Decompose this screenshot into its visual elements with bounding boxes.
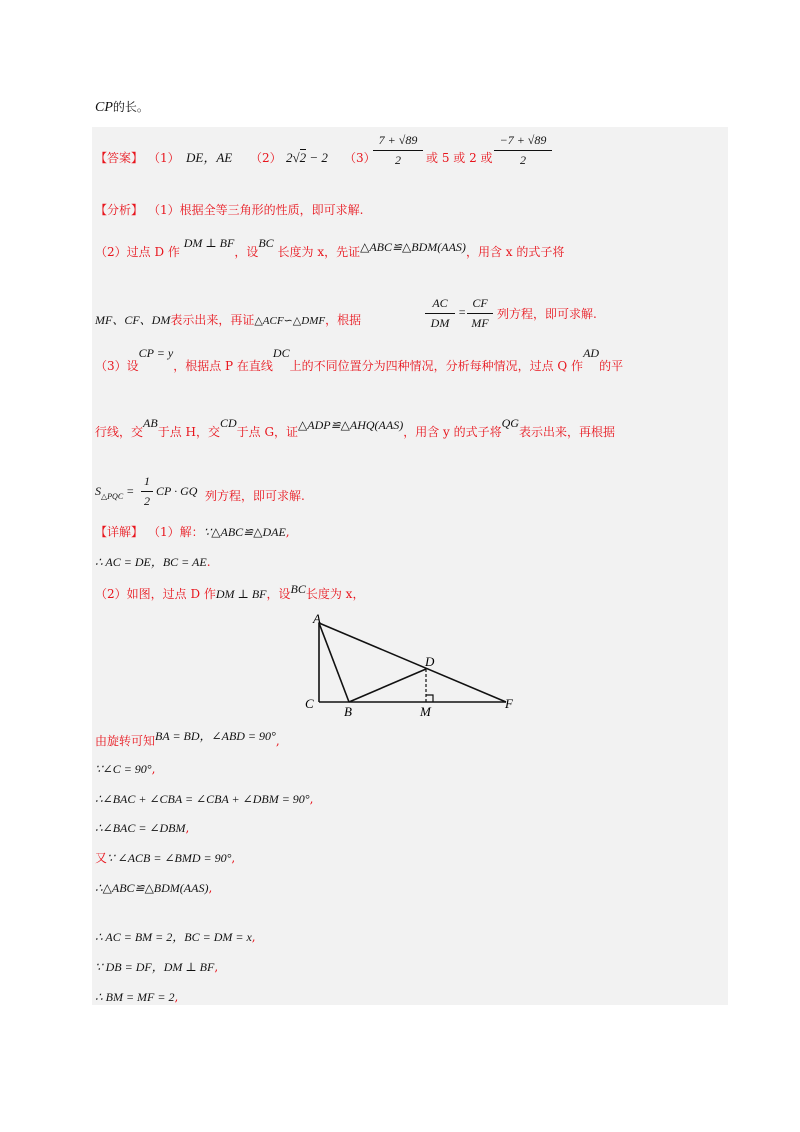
- answer-label: 【答案】: [95, 151, 144, 165]
- detail-line-8-math: ∵ ∠ACB = ∠BMD = 90°: [107, 851, 232, 865]
- detail-line-7-punct: ,: [185, 821, 190, 835]
- intro-line: [95, 98, 149, 115]
- detail-line-6: [95, 793, 313, 805]
- detail-line-12-punct: ,: [174, 990, 179, 1004]
- detail-line-4-text: 由旋转可知: [95, 734, 156, 748]
- vertex-m-label: M: [420, 704, 431, 718]
- analysis-line-2-math-c: △ABC≌△BDM(AAS): [360, 240, 466, 254]
- half-num: 1: [141, 474, 153, 492]
- answer-part1: （1）: [148, 151, 180, 165]
- analysis-line-4-text-b: ，根据点 P 在直线: [173, 359, 273, 373]
- analysis-line-5-math-d: QG: [501, 416, 519, 430]
- vertex-d-label: D: [425, 654, 435, 669]
- answer-part2-expr: [286, 151, 328, 164]
- analysis-label: 【分析】: [95, 203, 144, 217]
- analysis-line-2-math-b: BC: [258, 236, 274, 250]
- detail-line-9-punct: ,: [208, 881, 213, 895]
- detail-line-12: [95, 991, 178, 1003]
- answer-part3: （3）: [344, 151, 376, 165]
- analysis-line-3-text-b: ，根据: [325, 313, 362, 327]
- detail-line-7-math: ∴∠BAC = ∠DBM: [95, 821, 186, 835]
- area-equals: =: [126, 484, 135, 498]
- analysis-line-2-text-a: （2）过点 D 作: [95, 245, 180, 259]
- detail-line-9-math: ∴△ABC≌△BDM(AAS): [95, 881, 209, 895]
- intro-cp: CP: [95, 100, 113, 115]
- detail-line-3-math-a: DM ⊥ BF: [215, 587, 267, 601]
- detail-line-8-text: 又: [95, 851, 108, 865]
- analysis-line-2: [95, 236, 565, 259]
- detail-line-2-math: ∴ AC = DE，BC = AE: [95, 555, 207, 569]
- detail-line-2-punct: .: [206, 555, 211, 569]
- answer-part2-coef: 2: [286, 150, 293, 165]
- analysis-line-1: （1）根据全等三角形的性质，即可求解.: [148, 203, 364, 217]
- analysis-line-5-math-b: CD: [219, 416, 237, 430]
- detail-line-1-text: （1）解：: [148, 525, 204, 539]
- answer-fraction-1-den: 2: [395, 153, 401, 167]
- segment-bd: [349, 669, 426, 702]
- analysis-line-5-text-c: 于点 G，证: [236, 425, 299, 439]
- detail-line-3-text-a: （2）如图，过点 D 作: [95, 587, 216, 601]
- detail-line-8: [95, 852, 235, 864]
- detail-line-3-math-b: BC: [290, 582, 306, 596]
- detail-line-10: [95, 931, 256, 943]
- answer-part2-radicand: 2: [299, 150, 307, 165]
- analysis-line-3-text-a: 表示出来，再证: [170, 313, 255, 327]
- analysis-line-3-math-a: MF、CF、DM: [95, 313, 171, 327]
- detail-line-7: [95, 822, 189, 834]
- detail-line-11: [95, 961, 218, 973]
- fraction-cf: CF: [467, 296, 493, 314]
- answer-fraction-1-num: 7 + √89: [373, 133, 423, 151]
- analysis-line-4-math-c: AD: [583, 346, 600, 360]
- analysis-line-2-text-d: ，用含 x 的式子将: [465, 245, 565, 259]
- analysis-line-6-tail: 列方程，即可求解.: [205, 489, 305, 503]
- analysis-line-5: [95, 416, 615, 439]
- answer-fraction-2-den: 2: [520, 153, 526, 167]
- detail-line-5-punct: ,: [151, 762, 156, 776]
- analysis-line-3-tail: 列方程，即可求解.: [497, 307, 597, 321]
- detail-line-4: [95, 729, 280, 748]
- sqrt-sign-icon: √: [292, 150, 300, 165]
- detail-line-12-math: ∴ BM = MF = 2: [95, 990, 175, 1004]
- detail-line-5-math: ∵∠C = 90°: [95, 762, 152, 776]
- vertex-a-label: A: [313, 611, 321, 626]
- answer-mid-text: 或 5 或 2 或: [426, 151, 493, 165]
- analysis-line-5-math-c: △ADP≌△AHQ(AAS): [298, 418, 404, 432]
- fraction-ac: AC: [425, 296, 455, 314]
- area-subscript: △PQC: [101, 492, 124, 501]
- analysis-line-5-text-b: 于点 H，交: [157, 425, 220, 439]
- segment-ab: [319, 623, 349, 702]
- analysis-line-4-math-b: DC: [272, 346, 290, 360]
- answer-fraction-2: [494, 133, 552, 168]
- vertex-f-label: F: [505, 696, 513, 711]
- intro-text: 的长。: [112, 100, 149, 114]
- detail-line-3-text-c: 长度为 x，: [305, 587, 365, 601]
- detail-line-5: [95, 763, 155, 775]
- answer-part2: （2）: [250, 151, 282, 165]
- detail-line-1-math: ∵△ABC≌△DAE: [203, 525, 286, 539]
- analysis-line-5-text-e: 表示出来，再根据: [518, 425, 615, 439]
- analysis-line-5-text-d: ，用含 y 的式子将: [403, 425, 502, 439]
- answer-part2-minus: − 2: [309, 150, 328, 165]
- detail-line-11-math: ∵ DB = DF，DM ⊥ BF: [95, 960, 215, 974]
- detail-line-8-punct: ,: [231, 851, 236, 865]
- detail-label: 【详解】: [95, 525, 144, 539]
- analysis-line-2-text-c: 长度为 x，先证: [277, 245, 361, 259]
- analysis-line-4-math-a: CP = y: [138, 346, 174, 360]
- detail-line-10-math: ∴ AC = BM = 2，BC = DM = x: [95, 930, 252, 944]
- right-angle-mark: [426, 695, 433, 702]
- analysis-fraction-ac-dm: [425, 296, 455, 331]
- detail-line-1: [148, 526, 290, 538]
- analysis-equals: =: [458, 305, 467, 319]
- analysis-line-6-s: [95, 484, 135, 501]
- analysis-line-4: [95, 346, 624, 373]
- detail-line-11-punct: ,: [214, 960, 219, 974]
- analysis-line-4-text-a: （3）设: [95, 359, 139, 373]
- detail-line-1-punct: ,: [285, 525, 290, 539]
- analysis-line-6-math: CP · GQ: [156, 484, 198, 498]
- fraction-mf: MF: [471, 316, 489, 330]
- analysis-line-4-text-c: 上的不同位置分为四种情况，分析每种情况，过点 Q 作: [289, 359, 584, 373]
- fraction-dm: DM: [430, 316, 450, 330]
- detail-line-3: [95, 582, 365, 601]
- area-s-symbol: S: [95, 484, 101, 498]
- detail-line-6-math: ∴∠BAC + ∠CBA = ∠CBA + ∠DBM = 90°: [95, 792, 310, 806]
- detail-line-9: [95, 882, 212, 894]
- detail-line-10-punct: ,: [251, 930, 256, 944]
- detail-line-4-punct: ,: [275, 734, 280, 748]
- triangle-figure: [300, 608, 530, 718]
- detail-line-2: [95, 556, 211, 568]
- analysis-line-2-text-b: ，设: [234, 245, 259, 259]
- analysis-line-3: [95, 314, 361, 327]
- answer-part1-expr: DE，AE: [186, 150, 233, 165]
- detail-line-4-math: BA = BD，∠ABD = 90°: [155, 729, 276, 743]
- half-fraction: [141, 474, 153, 509]
- analysis-line-5-math-a: AB: [143, 416, 158, 430]
- vertex-b-label: B: [344, 704, 352, 718]
- vertex-c-label: C: [305, 696, 314, 711]
- segment-af: [319, 623, 506, 702]
- answer-fraction-1: [373, 133, 423, 168]
- answer-fraction-2-num: −7 + √89: [494, 133, 552, 151]
- analysis-line-4-text-d: 的平: [599, 359, 624, 373]
- analysis-line-5-text-a: 行线，交: [95, 425, 144, 439]
- detail-line-6-punct: ,: [309, 792, 314, 806]
- analysis-line-2-math-a: DM ⊥ BF: [183, 236, 235, 250]
- analysis-line-3-math-b: △ACF∽△DMF: [254, 315, 326, 327]
- detail-line-3-text-b: ，设: [266, 587, 291, 601]
- half-den: 2: [144, 494, 150, 508]
- analysis-fraction-cf-mf: [467, 296, 493, 331]
